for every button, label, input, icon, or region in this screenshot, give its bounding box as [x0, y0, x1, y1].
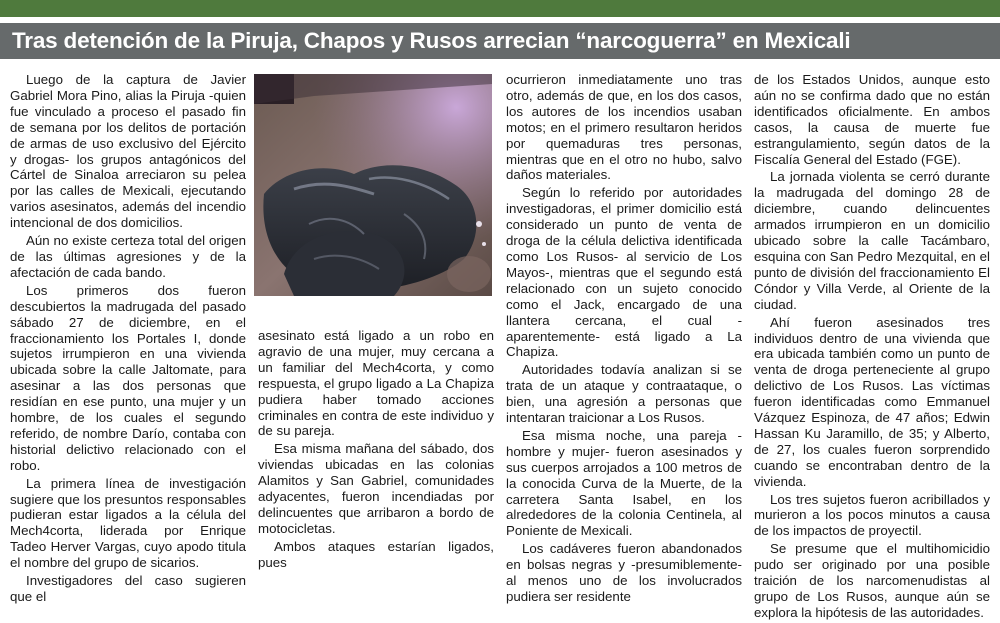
paragraph: La jornada violenta se cerró durante la madrugada del domingo 28 de diciembre, cuando delincuentes armados irrumpieron en un domicilio ubicado sobre la calle Tacámbaro, esquina con San Pedro Mezquital, en el punto de división del fraccionamiento El Cóndor y Villa Verde, al Oriente de la ciudad.: [754, 169, 990, 312]
crime-scene-photo: [254, 74, 492, 296]
top-color-bar: [0, 0, 1000, 17]
paragraph: Los primeros dos fueron descubiertos la madrugada del pasado sábado 27 de diciembre, en el fraccionamiento los Portales I, donde sujetos irrumpieron en una vivienda ubicada sobre la calle Jaltomate, para asesinar a las dos personas que residían en ese punto, una mujer y un hombre, de los cuales el segundo referido, de nombre Darío, contaba con historial delictivo relacionado con el robo.: [10, 282, 246, 473]
article-column-1: [10, 72, 246, 607]
paragraph: Esa misma noche, una pareja -hombre y mujer- fueron asesinados y sus cuerpos arrojados a 100 metros de la conocida Curva de la Muerte, de la carretera Santa Isabel, en los alrededores de la colonia Centinela, al Poniente de Mexicali.: [506, 427, 742, 539]
article-headline: Tras detención de la Piruja, Chapos y Rusos arrecian “narcoguerra” en Mexicali: [12, 28, 851, 53]
paragraph: asesinato está ligado a un robo en agravio de una mujer, muy cercana a un familiar del Mech4corta, y como respuesta, el grupo ligado a La Chapiza pudiera haber tomado acciones criminales en contra de este individuo y de su pareja.: [258, 328, 494, 439]
article-column-3: [506, 72, 742, 607]
paragraph: Se presume que el multihomicidio pudo ser originado por una posible traición de los narcomenudistas al grupo de Los Rusos, aunque aún se explora la hipótesis de las autoridades.: [754, 541, 990, 620]
paragraph: ocurrieron inmediatamente uno tras otro, además de que, en los dos casos, los autores de los incendios usaban motos; en el primero resultaron heridos por quemaduras tres personas, mientras que en el otro no hubo, salvo daños materiales.: [506, 72, 742, 183]
paragraph: Los tres sujetos fueron acribillados y murieron a los pocos minutos a causa de los impactos de proyectil.: [754, 491, 990, 539]
paragraph: Aún no existe certeza total del origen de las últimas agresiones y de la afectación de cada bando.: [10, 233, 246, 280]
paragraph: de los Estados Unidos, aunque esto aún no se confirma dado que no están identificados oficialmente. En ambos casos, la causa de muerte fue estrangulamiento, según datos de la Fiscalía General del Estado (FGE).: [754, 72, 990, 167]
paragraph: La primera línea de investigación sugiere que los presuntos responsables pudieran estar ligados a la célula del Mech4corta, liderada por Enrique Tadeo Herver Vargas, cuyo apodo titula el nombre del grupo de sicarios.: [10, 475, 246, 571]
paragraph: Ahí fueron asesinados tres individuos dentro de una vivienda que era ubicada también como un punto de venta de droga perteneciente al grupo delictivo de Los Rusos. Las víctimas fueron identificadas como Emmanuel Vázquez Espinoza, de 47 años; Edwin Hassan Ku Jaramillo, de 35; y Alberto, de 27, los cuales fueron sorprendido cuando se encontraban dentro de la vivienda.: [754, 314, 990, 489]
paragraph: Según lo referido por autoridades investigadoras, el primer domicilio está considerado un punto de venta de droga de la célula delictiva identificada como Los Rusos- al servicio de Los Mayos-, mientras que el segundo está relacionado con un sujeto conocido como el Jack, encargado de una llantera cercana, el cual -aparentemente- está ligado a La Chapiza.: [506, 185, 742, 360]
paragraph: Autoridades todavía analizan si se trata de un ataque y contraataque, o bien, una agresión a personas que intentaran traicionar a Los Rusos.: [506, 362, 742, 426]
paragraph: Luego de la captura de Javier Gabriel Mora Pino, alias la Piruja -quien fue vinculado a proceso el pasado fin de semana por los delitos de portación de armas de uso exclusivo del Ejército y drogas- los grupos antagónicos del Cártel de Sinaloa arreciaron su pelea por las calles de Mexicali, ejecutando varios asesinatos, además del incendio intencional de dos domicilios.: [10, 72, 246, 231]
paragraph: Ambos ataques estarían ligados, pues: [258, 538, 494, 570]
article-column-4: [754, 72, 990, 623]
paragraph: Investigadores del caso sugieren que el: [10, 573, 246, 604]
article-column-2: [258, 328, 494, 573]
paragraph: Los cadáveres fueron abandonados en bolsas negras y -presumiblemente- al menos uno de los involucrados pudiera ser residente: [506, 541, 742, 604]
paragraph: Esa misma mañana del sábado, dos viviendas ubicadas en las colonias Alamitos y San Gabriel, comunidades adyacentes, fueron incendiadas por delincuentes que arribaron a bordo de motocicletas.: [258, 441, 494, 536]
